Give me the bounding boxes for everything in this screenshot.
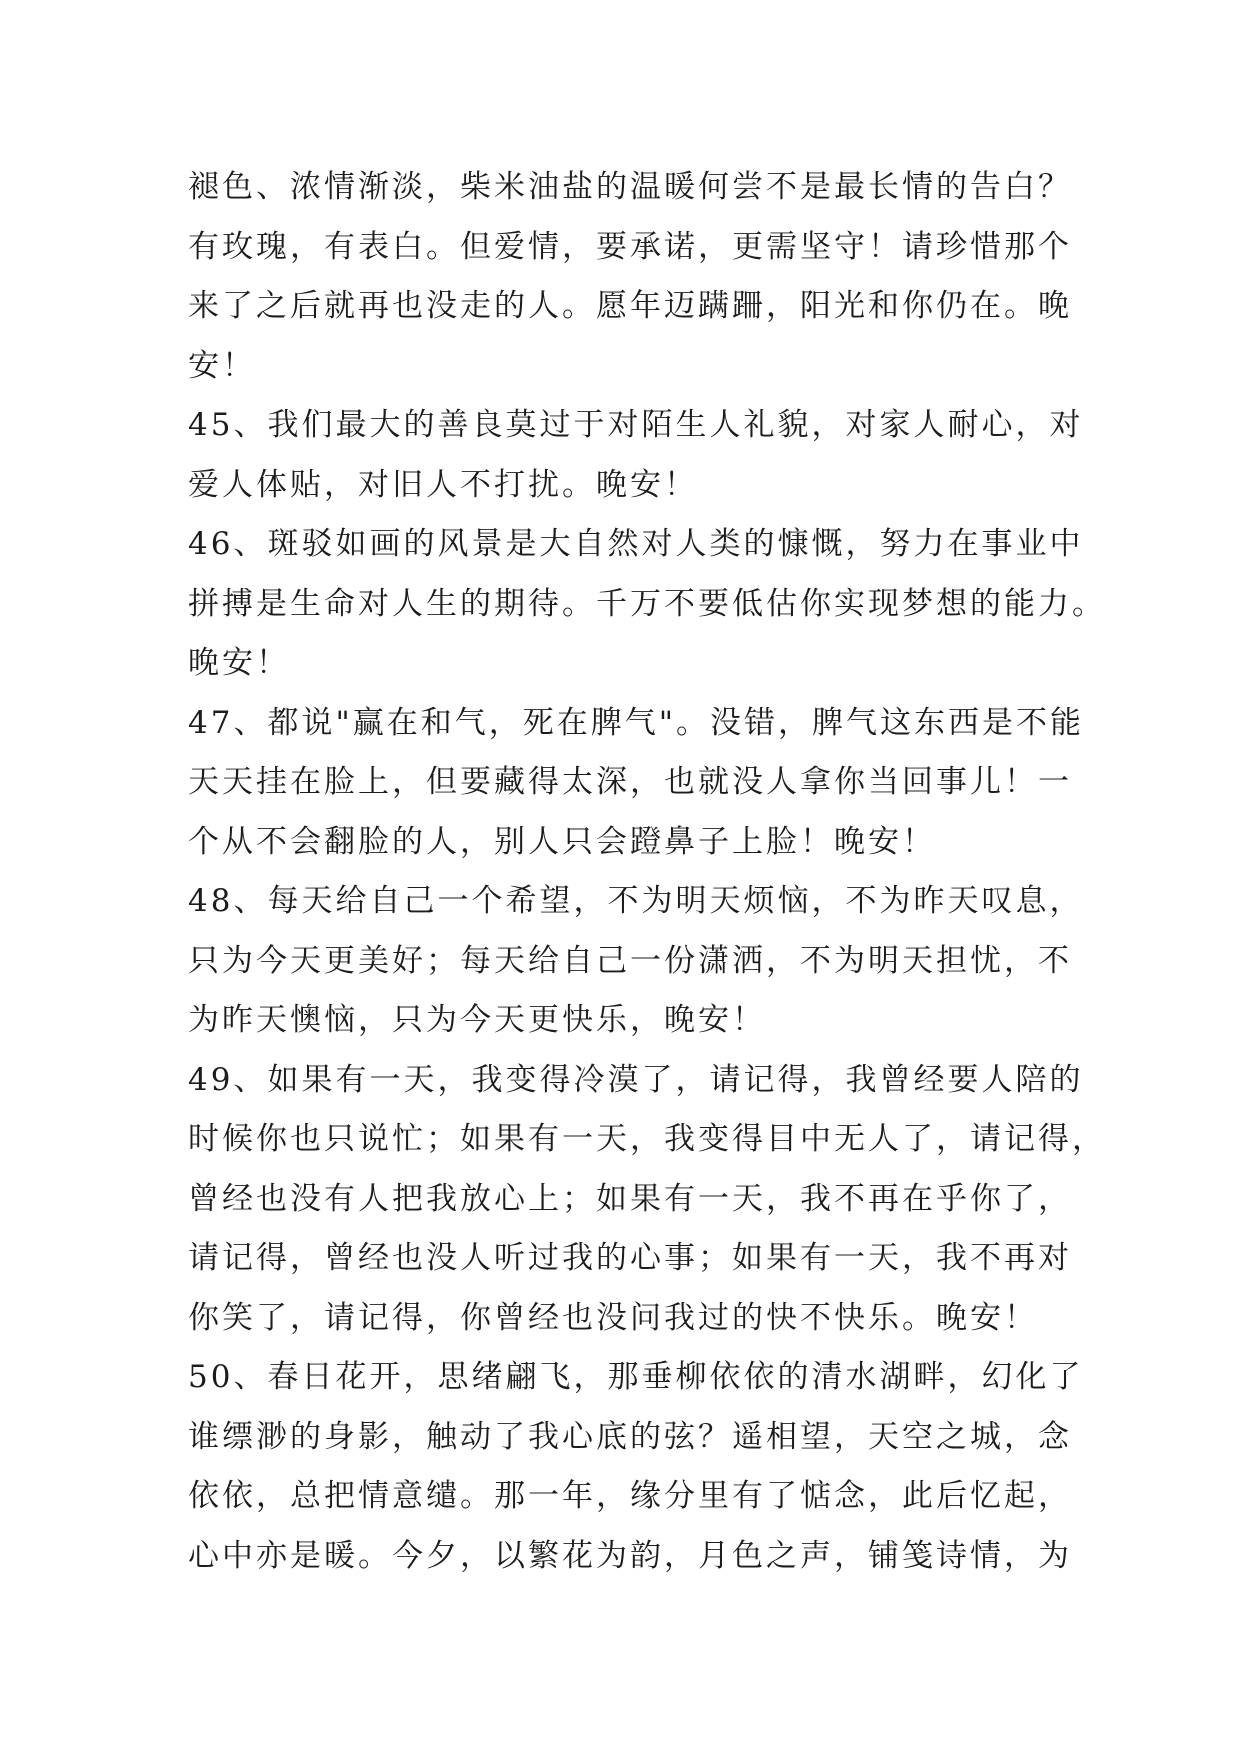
text-line: 48、每天给自己一个希望，不为明天烦恼，不为昨天叹息，: [188, 883, 1084, 919]
text-line: 你笑了，请记得，你曾经也没问我过的快不快乐。晚安！: [188, 1299, 1038, 1336]
text-line: 谁缥渺的身影，触动了我心底的弦？遥相望，天空之城，念: [188, 1418, 1072, 1455]
text-line: 只为今天更美好；每天给自己一份潇洒，不为明天担忧，不: [188, 942, 1072, 979]
text-line: 47、都说"赢在和气，死在脾气"。没错，脾气这东西是不能: [188, 704, 1084, 741]
text-line: 49、如果有一天，我变得冷漠了，请记得，我曾经要人陪的: [188, 1061, 1084, 1098]
text-line: 依依，总把情意缱。那一年，缘分里有了惦念，此后忆起，: [188, 1478, 1072, 1514]
text-line: 时候你也只说忙；如果有一天，我变得目中无人了，请记得，: [188, 1121, 1106, 1157]
text-line: 爱人体贴，对旧人不打扰。晚安！: [188, 466, 698, 503]
text-line: 晚安！: [188, 645, 290, 681]
text-line: 褪色、浓情渐淡，柴米油盐的温暖何尝不是最长情的告白？: [188, 169, 1072, 205]
document-body: [188, 158, 1106, 1586]
text-line: 45、我们最大的善良莫过于对陌生人礼貌，对家人耐心，对: [188, 407, 1084, 443]
text-line: 曾经也没有人把我放心上；如果有一天，我不再在乎你了，: [188, 1180, 1072, 1217]
text-line: 来了之后就再也没走的人。愿年迈蹒跚，阳光和你仍在。晚: [188, 288, 1072, 324]
text-line: 46、斑驳如画的风景是大自然对人类的慷慨，努力在事业中: [188, 526, 1084, 562]
text-line: 请记得，曾经也没人听过我的心事；如果有一天，我不再对: [188, 1240, 1072, 1276]
text-line: 有玫瑰，有表白。但爱情，要承诺，更需坚守！请珍惜那个: [188, 228, 1072, 265]
text-line: 安！: [188, 347, 256, 384]
text-line: 个从不会翻脸的人，别人只会蹬鼻子上脸！晚安！: [188, 823, 936, 860]
text-line: 为昨天懊恼，只为今天更快乐，晚安！: [188, 1002, 766, 1038]
text-line: 天天挂在脸上，但要藏得太深，也就没人拿你当回事儿！一: [188, 764, 1072, 800]
text-line: 心中亦是暖。今夕，以繁花为韵，月色之声，铺笺诗情，为: [188, 1537, 1072, 1574]
text-line: 拼搏是生命对人生的期待。千万不要低估你实现梦想的能力。: [188, 585, 1106, 622]
text-line: 50、春日花开，思绪翩飞，那垂柳依依的清水湖畔，幻化了: [188, 1359, 1084, 1395]
